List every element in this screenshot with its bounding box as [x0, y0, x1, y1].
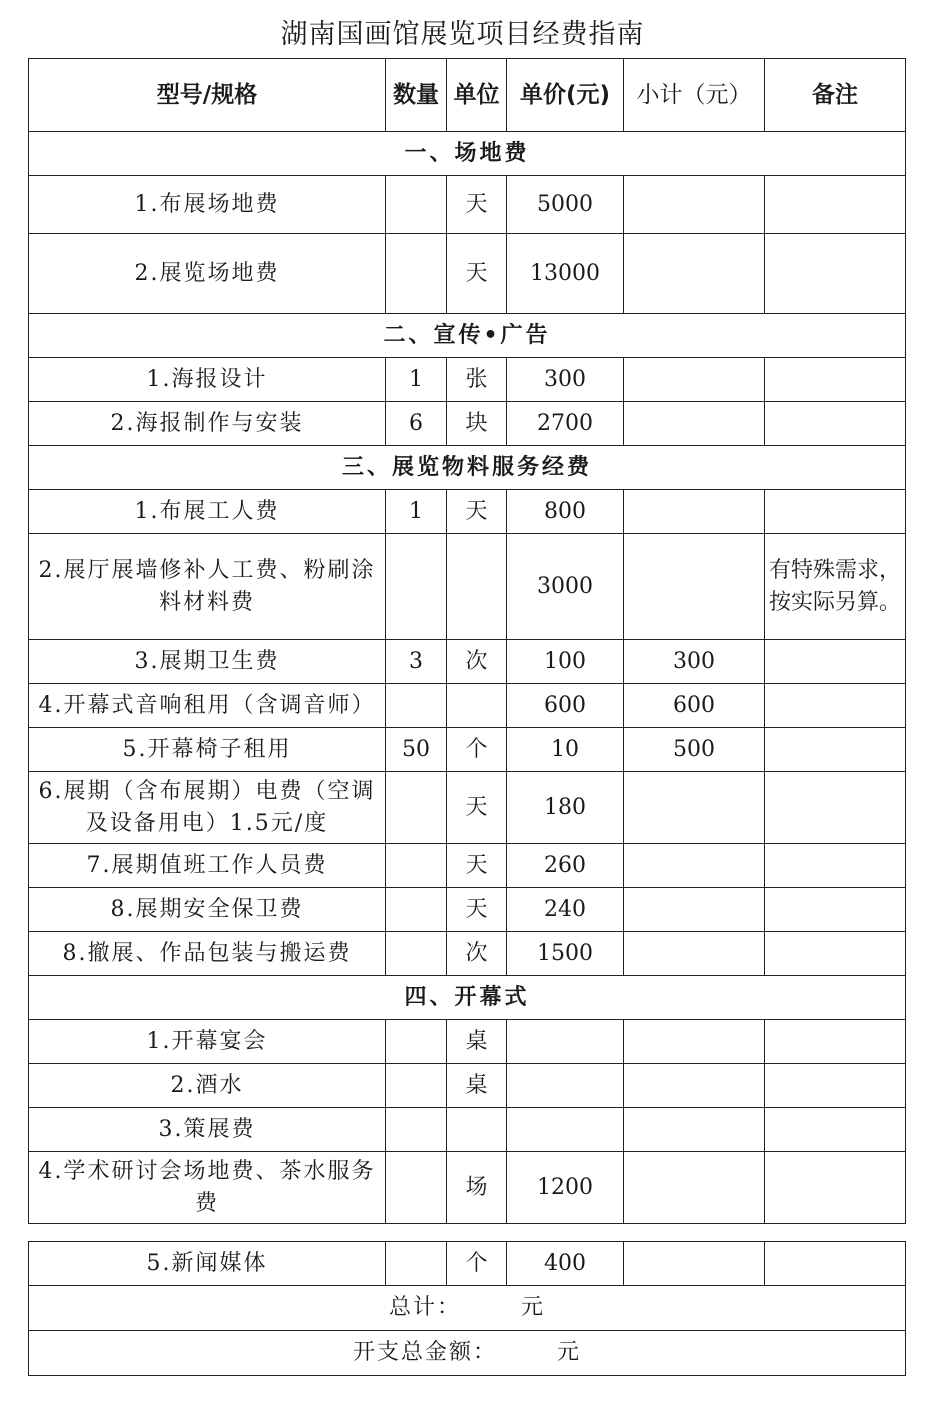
cell-note [765, 176, 906, 234]
header-qty: 数量 [386, 59, 447, 132]
cell-note [765, 1242, 906, 1286]
cell-price: 300 [507, 358, 624, 402]
cell-name: 2.展览场地费 [29, 234, 386, 314]
cell-price: 1200 [507, 1152, 624, 1224]
expense-table-continued [28, 1241, 906, 1376]
table-row [29, 888, 906, 932]
cell-qty: 50 [386, 728, 447, 772]
table-row [29, 234, 906, 314]
total-row [29, 1286, 906, 1331]
section-heading: 一、场地费 [29, 132, 906, 176]
cell-note [765, 490, 906, 534]
cell-name: 2.酒水 [29, 1064, 386, 1108]
section-heading-row [29, 446, 906, 490]
section-heading: 四、开幕式 [29, 976, 906, 1020]
table-row [29, 932, 906, 976]
cell-price: 600 [507, 684, 624, 728]
cell-unit: 天 [447, 772, 507, 844]
table-row [29, 176, 906, 234]
cell-name: 8.撤展、作品包装与搬运费 [29, 932, 386, 976]
cell-price: 10 [507, 728, 624, 772]
cell-subtotal [624, 534, 765, 640]
table-row [29, 772, 906, 844]
page-title: 湖南国画馆展览项目经费指南 [280, 19, 645, 50]
table-row [29, 1108, 906, 1152]
table-row [29, 402, 906, 446]
cell-unit: 天 [447, 888, 507, 932]
section-heading-row [29, 132, 906, 176]
cell-name: 1.开幕宴会 [29, 1020, 386, 1064]
cell-qty [386, 234, 447, 314]
cell-subtotal: 600 [624, 684, 765, 728]
expense-total-cell [29, 1331, 906, 1376]
cell-unit [447, 534, 507, 640]
cell-subtotal: 500 [624, 728, 765, 772]
section-heading: 二、宣传•广告 [29, 314, 906, 358]
cell-price [507, 1064, 624, 1108]
cell-price: 240 [507, 888, 624, 932]
cell-qty [386, 1020, 447, 1064]
cell-price: 800 [507, 490, 624, 534]
cell-subtotal [624, 1242, 765, 1286]
cell-name: 8.展期安全保卫费 [29, 888, 386, 932]
cell-price: 13000 [507, 234, 624, 314]
cell-qty: 3 [386, 640, 447, 684]
cell-price: 5000 [507, 176, 624, 234]
cell-qty: 6 [386, 402, 447, 446]
total-label: 总计： [388, 1295, 461, 1320]
cell-qty [386, 176, 447, 234]
cell-name: 5.开幕椅子租用 [29, 728, 386, 772]
header-spec: 型号/规格 [29, 59, 386, 132]
table-row [29, 490, 906, 534]
header-subtotal: 小计（元） [624, 59, 765, 132]
cell-note [765, 1152, 906, 1224]
table-row [29, 1020, 906, 1064]
cell-note [765, 932, 906, 976]
cell-subtotal [624, 1152, 765, 1224]
cell-unit [447, 684, 507, 728]
cell-note: 有特殊需求，按实际另算。 [765, 534, 906, 640]
cell-note [765, 772, 906, 844]
table-row [29, 684, 906, 728]
cell-note [765, 640, 906, 684]
cell-name: 4.学术研讨会场地费、茶水服务费 [29, 1152, 386, 1224]
cell-name: 5.新闻媒体 [29, 1242, 386, 1286]
cell-unit: 次 [447, 932, 507, 976]
expense-table [28, 58, 906, 1224]
cell-unit: 个 [447, 728, 507, 772]
cell-qty [386, 932, 447, 976]
cell-note [765, 1020, 906, 1064]
cell-unit: 天 [447, 490, 507, 534]
cell-note [765, 234, 906, 314]
cell-subtotal [624, 402, 765, 446]
cell-subtotal [624, 844, 765, 888]
cell-qty [386, 772, 447, 844]
cell-price: 260 [507, 844, 624, 888]
cell-subtotal [624, 490, 765, 534]
cell-unit: 天 [447, 844, 507, 888]
section-heading: 三、展览物料服务经费 [29, 446, 906, 490]
cell-name: 2.展厅展墙修补人工费、粉刷涂料材料费 [29, 534, 386, 640]
cell-unit: 天 [447, 176, 507, 234]
cell-note [765, 888, 906, 932]
cell-unit: 个 [447, 1242, 507, 1286]
cell-subtotal: 300 [624, 640, 765, 684]
cell-subtotal [624, 772, 765, 844]
cell-price: 1500 [507, 932, 624, 976]
cell-unit: 张 [447, 358, 507, 402]
cell-note [765, 1108, 906, 1152]
cell-unit: 次 [447, 640, 507, 684]
cell-subtotal [624, 1020, 765, 1064]
table-row [29, 640, 906, 684]
table-row [29, 844, 906, 888]
cell-price [507, 1020, 624, 1064]
cell-subtotal [624, 234, 765, 314]
cell-qty [386, 534, 447, 640]
cell-unit: 块 [447, 402, 507, 446]
cell-name: 1.海报设计 [29, 358, 386, 402]
cell-unit: 天 [447, 234, 507, 314]
total-unit: 元 [521, 1295, 546, 1320]
cell-note [765, 728, 906, 772]
cell-name: 7.展期值班工作人员费 [29, 844, 386, 888]
cell-note [765, 684, 906, 728]
cell-price [507, 1108, 624, 1152]
section-heading-row [29, 976, 906, 1020]
cell-name: 1.布展场地费 [29, 176, 386, 234]
cell-price: 2700 [507, 402, 624, 446]
table-row [29, 1152, 906, 1224]
cell-note [765, 358, 906, 402]
header-note: 备注 [765, 59, 906, 132]
cell-subtotal [624, 1108, 765, 1152]
cell-qty [386, 1242, 447, 1286]
table-row [29, 1242, 906, 1286]
cell-name: 1.布展工人费 [29, 490, 386, 534]
table-row [29, 534, 906, 640]
cell-subtotal [624, 888, 765, 932]
cell-note [765, 402, 906, 446]
total-cell [29, 1286, 906, 1331]
cell-qty [386, 1108, 447, 1152]
cell-qty [386, 1152, 447, 1224]
cell-unit: 桌 [447, 1020, 507, 1064]
cell-qty [386, 844, 447, 888]
cell-price: 100 [507, 640, 624, 684]
cell-subtotal [624, 932, 765, 976]
cell-unit [447, 1108, 507, 1152]
header-price: 单价(元) [507, 59, 624, 132]
cell-subtotal [624, 1064, 765, 1108]
cell-name: 6.展期（含布展期）电费（空调及设备用电）1.5元/度 [29, 772, 386, 844]
cell-note [765, 1064, 906, 1108]
header-row [29, 59, 906, 132]
expense-total-label: 开支总金额： [352, 1340, 497, 1365]
cell-qty [386, 684, 447, 728]
table-row [29, 728, 906, 772]
cell-name: 2.海报制作与安装 [29, 402, 386, 446]
expense-total-row [29, 1331, 906, 1376]
header-unit: 单位 [447, 59, 507, 132]
cell-name: 4.开幕式音响租用（含调音师） [29, 684, 386, 728]
table-row [29, 358, 906, 402]
expense-total-unit: 元 [557, 1340, 582, 1365]
cell-note [765, 844, 906, 888]
cell-price: 400 [507, 1242, 624, 1286]
table-row [29, 1064, 906, 1108]
cell-price: 3000 [507, 534, 624, 640]
section-heading-row [29, 314, 906, 358]
cell-name: 3.展期卫生费 [29, 640, 386, 684]
cell-name: 3.策展费 [29, 1108, 386, 1152]
cell-qty [386, 1064, 447, 1108]
cell-qty: 1 [386, 358, 447, 402]
cell-subtotal [624, 358, 765, 402]
cell-subtotal [624, 176, 765, 234]
cell-unit: 桌 [447, 1064, 507, 1108]
cell-unit: 场 [447, 1152, 507, 1224]
cell-price: 180 [507, 772, 624, 844]
cell-qty: 1 [386, 490, 447, 534]
cell-qty [386, 888, 447, 932]
